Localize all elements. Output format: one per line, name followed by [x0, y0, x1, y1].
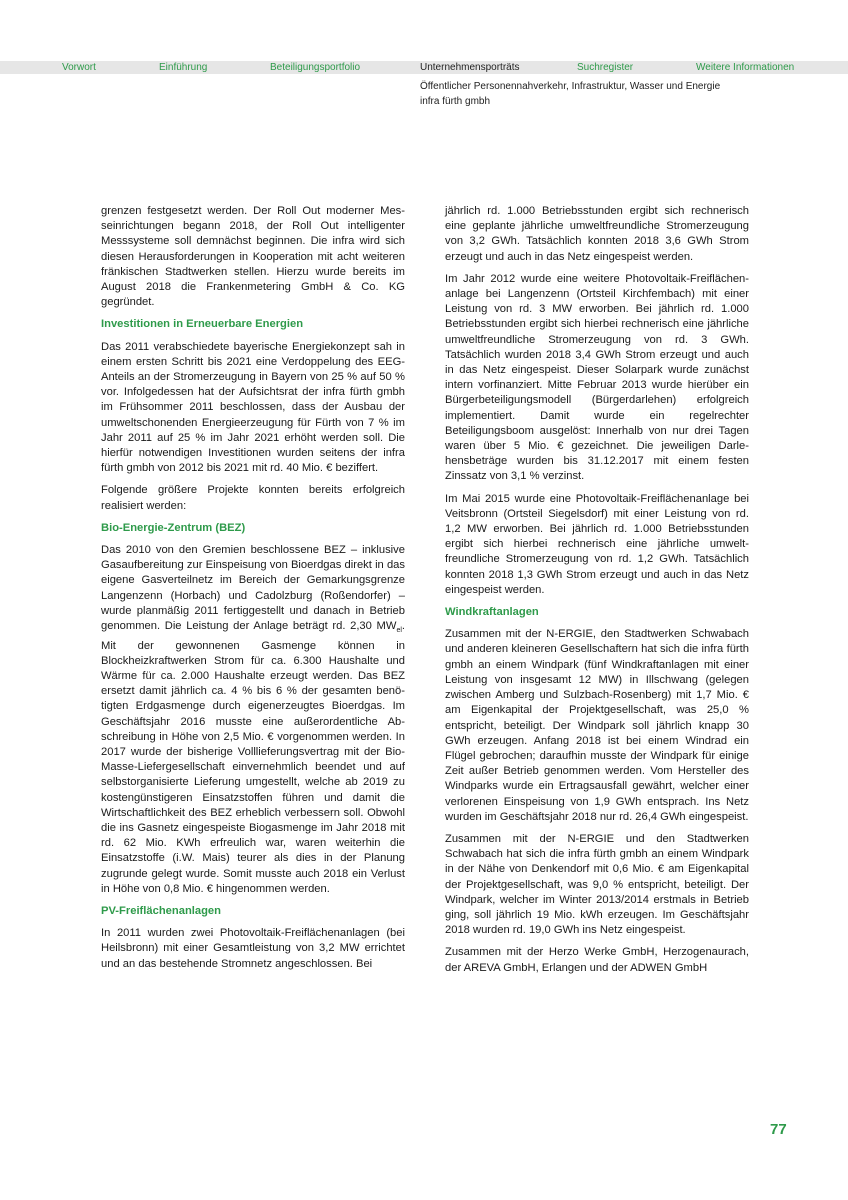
paragraph: jährlich rd. 1.000 Betriebsstunden ergibt sich rechnerisch eine geplante jährliche umweltfreundliche Stromerzeugung von 3,2 GWh. Tatsächlich konnten 2018 3,6 GWh Strom erzeugt und auch in das Netz eingespeist werden. — [445, 205, 749, 263]
nav-item-weitere-informationen[interactable]: Weitere Informationen — [696, 62, 795, 73]
paragraph-part: . Mit der gewonnenen Gasmenge können in Blockheizkraftwerken Strom für ca. 6.300 Haushalte und Wärme für ca. 2.000 Haushalte erzeugt werden. Das BEZ ersetzt damit jährlich ca. 4 % bis 6 % der gesamten benötigten Erdgasmenge durch eigenerzeugtes Bioerdgas. Im Geschäftsjahr 2016 musste eine außerordentliche Abschreibung in Höhe von 2,5 Mio. € vorgenommen werden. In 2017 wurde der bisherige Volllieferungsvertrag mit der Bio-Masse-Liefergesellschaft einvernehmlich beendet und auf selbstorganisierte Lieferung umgestellt, welche ab 2019 zu kostengünstigeren Einsatzstoffen führen und damit die Wirtschaftlichkeit des BEZ erheblich verbessern soll. Obwohl die ins Gasnetz eingespeiste Biogasmenge im Jahr 2018 mit rd. 62 Mio. KWh erfreulich war, waren weiterhin die Einsatzstoffe (i.W. Mais) teurer als dies in der Planung zugrunde gelegt wurde. Somit musste auch 2018 ein Verlust in Höhe von 0,8 Mio. € hingenommen werden. — [101, 620, 405, 895]
paragraph: grenzen festgesetzt werden. Der Roll Out moderner Messeinrichtungen begann 2018, der Roll Out intelligenter Messsysteme soll demnächst beginnen. Die infra wird sich diesen Herausforderungen in Kooperation mit acht weiteren fränkischen Stadtwerken stellen. Hierzu wurde bereits im August 2018 die Frankenmetering GmbH & Co. KG gegründet. — [101, 205, 405, 309]
paragraph: Im Mai 2015 wurde eine Photovoltaik-Freiflächenanlage bei Veitsbronn (Ortsteil Siegelsdorf) mit einer Leistung von rd. 1,2 MW erworben. Bei jährlich rd. 1.000 Betriebsstunden ergibt sich hierbei rechnerisch eine jährliche umweltfreundliche Stromerzeugung von rd. 1,2 GWh. Tatsächlich konnten 2018 1,3 GWh Strom erzeugt und auch in das Netz eingespeist werden. — [445, 492, 749, 596]
paragraph: Zusammen mit der N-ERGIE und den Stadtwerken Schwabach hat sich die infra fürth gmbh an einem Windpark in der Nähe von Denkendorf mit 0,6 Mio. € am Eigenkapital der Projektgesellschaft, was 9,0 % entspricht, beteiligt. Der Windpark, welcher im Winter 2013/2014 erstmals in Betrieb ging, soll jährlich 19 Mio. kWh erzeugen. Im Geschäftsjahr 2018 wurden rd. 19,0 GWh ins Netz eingespeist. — [445, 832, 749, 937]
paragraph: Im Jahr 2012 wurde eine weitere Photovoltaik-Freiflächenanlage bei Langenzenn (Ortsteil Kirchfembach) mit einer Leistung von rd. 3 MW erworben. Bei jährlich rd. 1.000 Betriebsstunden ergibt sich hierbei rechnerisch eine jährliche umweltfreundliche Stromerzeugung von rd. 3 GWh. Tatsächlich wurden 2018 3,4 GWh Strom erzeugt und auch in das Netz eingespeist. Dieser Solarpark wurde zunächst intern vorfinanziert. Mitte Februar 2013 wurde hierüber ein Bürgerbeteiligungsmodell (Bürgerdarlehen) erfolgreich implementiert. Damit wurde ein regelrechter Beteiligungsboom ausgelöst: Innerhalb von nur drei Tagen waren über 5 Mio. € gezeichnet. Die jeweiligen Darlehensbeträge wurden bis 31.12.2017 mit einem festen Zinssatz von 3,1 % verzinst. — [445, 272, 749, 483]
section-heading-bez: Bio-Energie-Zentrum (BEZ) — [101, 521, 246, 534]
section-navigation — [0, 61, 848, 74]
section-heading-erneuerbare-energien: Investitionen in Erneuerbare Energien — [101, 318, 304, 331]
nav-item-einfuehrung[interactable]: Einführung — [159, 62, 208, 73]
company-subtitle: infra fürth gmbh — [420, 96, 491, 107]
section-heading-pv: PV-Freiflächenanlagen — [101, 904, 221, 917]
paragraph-part: Das 2010 von den Gremien beschlossene BEZ – inklusive Gasaufbereitung zur Einspeisung von Bioerdgas direkt in das eigene Gasverteilnetz im Bereich der Gemarkungsgrenze Langenzenn (Horbach) und Cadolzburg (Roßendorfer) – wurde planmäßig 2011 fertiggestellt und danach in Betrieb genommen. Die Leistung der Anlage beträgt rd. 2,30 MW — [101, 544, 405, 633]
section-heading-windkraft: Windkraftanlagen — [445, 606, 539, 619]
paragraph: Das 2011 verabschiedete bayerische Energiekonzept sah in einem ersten Schritt bis 2021 eine Verdoppelung des EEG-Anteils an der Stromerzeugung in Bayern von 25 % auf 50 % vor. Infolgedessen hat der Aufsichtsrat der infra fürth gmbh im Frühsommer 2011 beschlossen, dass der Ausbau der umweltschonenden Energieerzeugung für Fürth von 7 % im Jahr 2011 auf 25 % im Jahr 2021 erhöht werden soll. Die hierfür notwendigen Investitionen wurden seitens der infra fürth gmbh von 2012 bis 2021 mit rd. 40 Mio. € beziffert. — [101, 340, 405, 475]
paragraph: Zusammen mit der N-ERGIE, den Stadtwerken Schwabach und anderen kleineren Gesellschaftern hat sich die infra fürth gmbh an einem Windpark (fünf Windkraftanlagen mit einer Leistung von insgesamt 12 MW) in Illschwang (gelegen zwischen Amberg und Sulzbach-Rosenberg) mit 1,7 Mio. € am Eigenkapital der Projektgesellschaft, was 25,0 % entspricht, beteiligt. Der Windpark soll jährlich knapp 30 GWh erzeugen. Anfang 2018 ist bei einem Windrad ein Flügel gebrochen; daraufhin musste der Windpark für einige Zeit außer Betrieb genommen werden. Vom Hersteller des Windparks wurde ein Ertragsausfall gewährt, welcher einer verlorenen Einspeisung von 1,9 GWh entsprach. Ins Netz wurden im Geschäftsjahr 2018 nur rd. 26,4 GWh eingespeist. — [445, 628, 749, 823]
paragraph: In 2011 wurden zwei Photovoltaik-Freiflächenanlagen (bei Heilsbronn) mit einer Gesamtleistung von 3,2 MW errichtet und an das bestehende Stromnetz angeschlossen. Bei — [101, 927, 405, 970]
nav-item-suchregister[interactable]: Suchregister — [577, 62, 634, 73]
nav-item-unternehmensportraets[interactable]: Unternehmensporträts — [420, 62, 520, 73]
left-text-column — [101, 204, 405, 979]
page-number: 77 — [770, 1121, 787, 1138]
nav-item-vorwort[interactable]: Vorwort — [62, 62, 96, 73]
nav-item-beteiligungsportfolio[interactable]: Beteiligungsportfolio — [270, 62, 361, 73]
right-text-column — [445, 204, 749, 983]
paragraph: Zusammen mit der Herzo Werke GmbH, Herzogenaurach, der AREVA GmbH, Erlangen und der ADWEN GmbH — [445, 946, 749, 974]
paragraph: Folgende größere Projekte konnten bereits erfolgreich realisiert werden: — [101, 484, 405, 512]
subscript-el: el — [396, 627, 402, 635]
section-subtitle: Öffentlicher Personennahverkehr, Infrastruktur, Wasser und Energie — [420, 81, 721, 92]
paragraph — [101, 543, 405, 897]
